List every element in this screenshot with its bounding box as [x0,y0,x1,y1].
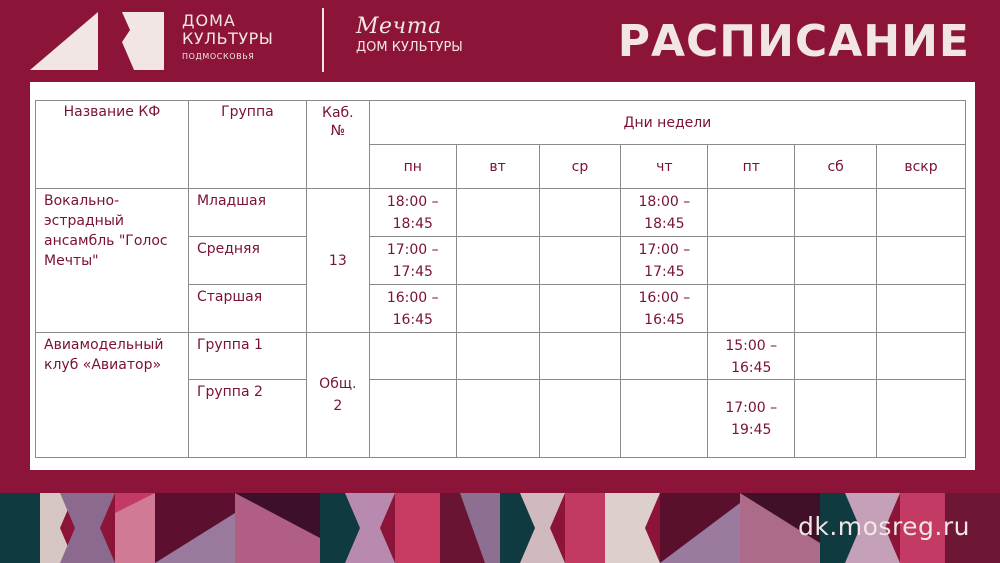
day-fri: пт [708,145,795,189]
group-name: Группа 1 [188,333,306,380]
page-title: РАСПИСАНИЕ [617,16,970,67]
header-group: Группа [188,101,306,189]
time-slot: 17:00 – 19:45 [708,380,795,458]
header-divider [322,8,324,72]
time-slot: 17:00 – 17:45 [621,237,708,285]
day-wed: ср [539,145,621,189]
schedule-panel [30,82,975,470]
day-mon: пн [369,145,456,189]
header-room: Каб. № [306,101,369,189]
room-number: Общ. 2 [306,333,369,458]
header-club-name: Название КФ [36,101,189,189]
schedule-table [35,100,966,458]
group-name: Старшая [188,285,306,333]
mechta-subtitle: ДОМ КУЛЬТУРЫ [356,40,463,55]
header [0,0,1000,82]
club-name: Вокально-эстрадный ансамбль "Голос Мечты" [36,189,189,333]
dk-logo-icon [30,12,170,70]
day-tue: вт [456,145,539,189]
group-name: Средняя [188,237,306,285]
club-name: Авиамодельный клуб «Авиатор» [36,333,189,458]
time-slot: 18:00 – 18:45 [369,189,456,237]
time-slot: 18:00 – 18:45 [621,189,708,237]
group-name: Младшая [188,189,306,237]
room-number: 13 [306,189,369,333]
day-sun: вскр [877,145,966,189]
day-sat: сб [795,145,877,189]
logo-line-1: ДОМА [182,11,236,30]
logo-line-3: ПОДМОСКОВЬЯ [182,52,255,61]
day-thu: чт [621,145,708,189]
mechta-logo [356,14,463,56]
site-url: dk.mosreg.ru [797,512,970,541]
group-name: Группа 2 [188,380,306,458]
time-slot: 16:00 – 16:45 [369,285,456,333]
dk-logo-text [182,12,273,61]
logo-line-2: КУЛЬТУРЫ [182,29,274,48]
time-slot: 17:00 – 17:45 [369,237,456,285]
header-weekdays: Дни недели [369,101,965,145]
time-slot: 15:00 – 16:45 [708,333,795,380]
mechta-name: Мечта [356,14,442,39]
time-slot: 16:00 – 16:45 [621,285,708,333]
